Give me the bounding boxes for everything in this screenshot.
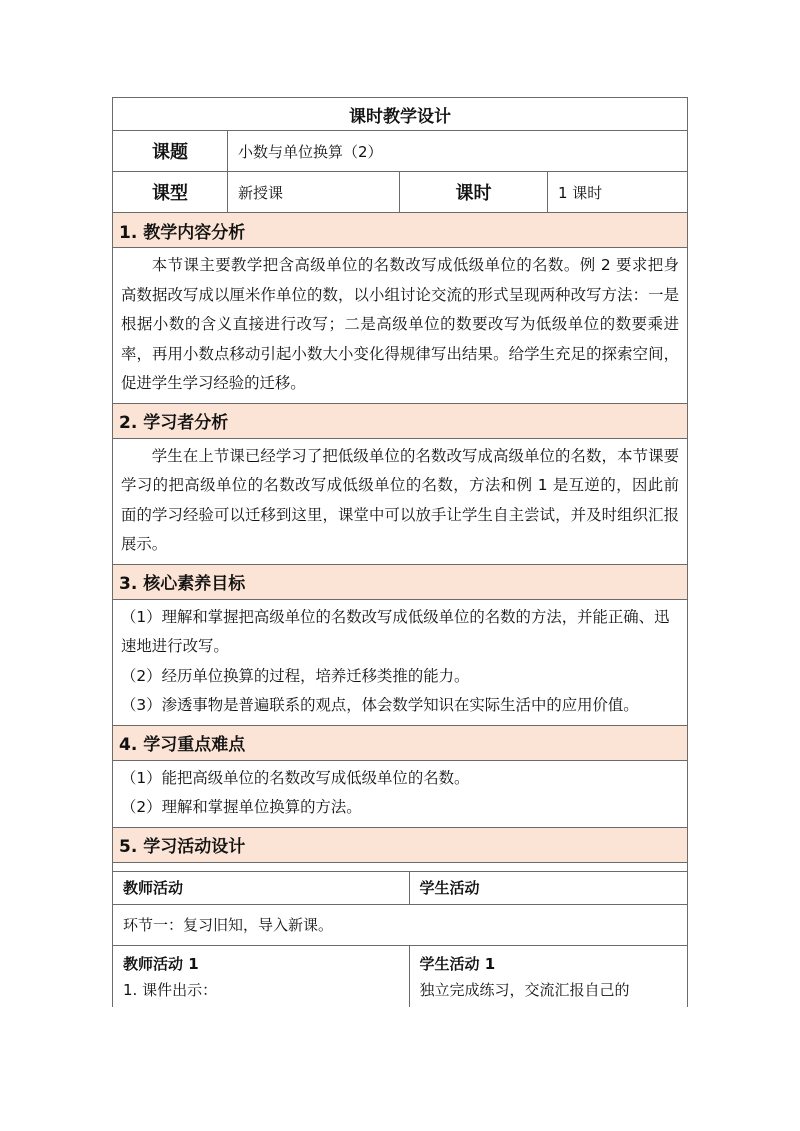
section-heading-activity-design: 5. 学习活动设计 [113, 827, 688, 862]
student-activity-1-title: 学生活动 1 [419, 954, 496, 973]
lesson-plan-table [112, 97, 688, 1007]
type-label: 课型 [113, 172, 228, 213]
lesson-plan-document [112, 97, 687, 1007]
content-analysis-body [113, 248, 688, 404]
key-points-body [113, 760, 688, 827]
teacher-activity-1-line: 1. 课件出示： [123, 980, 218, 999]
hours-label: 课时 [400, 172, 548, 213]
section-heading-core-goals: 3. 核心素养目标 [113, 564, 688, 599]
learner-analysis-text: 学生在上节课已经学习了把低级单位的名数改写成高级单位的名数，本节课要学习的把高级单位的名数改写成低级单位的名数，方法和例 1 是互逆的，因此前面的学习经验可以迁移到这里，课堂中可以放手让学生自主尝试，并及时组织汇报展示。 [121, 446, 679, 553]
hours-value: 1 课时 [548, 172, 688, 213]
key-point-item: （2）理解和掌握单位换算的方法。 [121, 798, 362, 816]
content-analysis-text: 本节课主要教学把含高级单位的名数改写成低级单位的名数。例 2 要求把身高数据改写成以厘米作单位的数，以小组讨论交流的形式呈现两种改写方法：一是根据小数的含义直接进行改写；二是高级单位的数要改写为低级单位的数要乘进率，再用小数点移动引起小数大小变化得规律写出结果。给学生充足的探索空间，促进学生学习经验的迁移。 [121, 256, 679, 392]
core-goals-body [113, 599, 688, 725]
core-goal-item: （1）理解和掌握把高级单位的名数改写成低级单位的名数的方法，并能正确、迅速地进行改写。 [121, 607, 670, 655]
student-activity-1-cell [409, 945, 688, 1007]
key-point-item: （1）能把高级单位的名数改写成低级单位的名数。 [121, 768, 470, 787]
teacher-activity-1-cell [113, 945, 409, 1007]
student-activity-1-line: 独立完成练习，交流汇报自己的 [419, 980, 630, 999]
teacher-activity-header: 教师活动 [113, 871, 409, 904]
section-heading-content-analysis: 1. 教学内容分析 [113, 213, 688, 248]
section-heading-learner-analysis: 2. 学习者分析 [113, 403, 688, 438]
student-activity-header: 学生活动 [409, 871, 688, 904]
document-title: 课时教学设计 [113, 98, 688, 131]
activity-design-container [113, 862, 688, 1007]
step-one-row: 环节一：复习旧知，导入新课。 [113, 904, 688, 945]
activity-table [113, 871, 688, 1007]
topic-label: 课题 [113, 131, 228, 172]
core-goal-item: （3）渗透事物是普遍联系的观点，体会数学知识在实际生活中的应用价值。 [121, 696, 639, 714]
type-value: 新授课 [228, 172, 400, 213]
teacher-activity-1-title: 教师活动 1 [123, 954, 199, 973]
core-goal-item: （2）经历单位换算的过程，培养迁移类推的能力。 [121, 666, 470, 685]
section-heading-key-points: 4. 学习重点难点 [113, 725, 688, 760]
learner-analysis-body [113, 438, 688, 564]
topic-value: 小数与单位换算（2） [228, 131, 688, 172]
